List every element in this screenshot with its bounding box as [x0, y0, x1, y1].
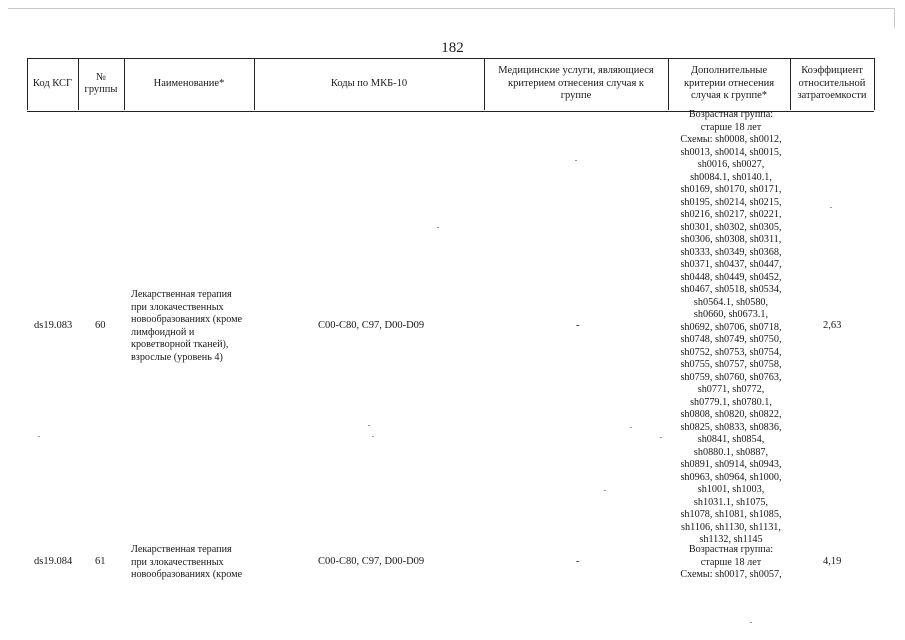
row-1-criteria-line: sh0755, sh0757, sh0758, — [680, 359, 782, 370]
row-1-criteria-line: sh0016, sh0027, — [697, 159, 765, 170]
row-1-services: - — [576, 320, 580, 331]
row-1-name-line: новообразованиях (кроме — [131, 314, 243, 325]
row-2-coefficient: 4,19 — [823, 556, 842, 567]
row-1-criteria-line: sh0771, sh0772, — [697, 384, 765, 395]
row-1-criteria-line: sh0660, sh0673.1, — [693, 309, 769, 320]
row-1-criteria-line: sh0333, sh0349, sh0368, — [680, 246, 782, 258]
row-1-coefficient: 2,63 — [823, 320, 842, 331]
row-1-criteria-line: Схемы: sh0008, sh0012, — [680, 134, 782, 145]
row-1-criteria-line: sh0692, sh0706, sh0718, — [680, 321, 782, 333]
row-1-criteria-line: sh0306, sh0308, sh0311, — [680, 234, 782, 245]
row-1-criteria-line: sh0169, sh0170, sh0171, — [680, 184, 782, 195]
row-1-code: ds19.083 — [34, 320, 73, 331]
row-2-group: 61 — [95, 556, 106, 567]
row-2-name-line: при злокачественных — [131, 556, 224, 568]
row-2-criteria-line: старше 18 лет — [700, 556, 762, 568]
header-services: Медицинские услуги, являющиеся критерием отнесения случая к группе — [498, 65, 654, 102]
row-1-criteria-line: sh0880.1, sh0887, — [693, 446, 769, 458]
header-coefficient: Коэффициент относительной затратоемкости — [797, 65, 867, 102]
row-2-criteria-line: Схемы: sh0017, sh0057, — [680, 569, 782, 580]
page-number: 182 — [441, 40, 464, 56]
scan-speck — [830, 207, 832, 208]
row-1-criteria-line: sh1031.1, sh1075, — [693, 496, 769, 508]
row-1-criteria-line: sh0752, sh0753, sh0754, — [680, 346, 782, 358]
row-2-name — [131, 544, 253, 582]
row-1-criteria-line: sh0963, sh0964, sh1000, — [680, 471, 782, 483]
header-code-ksg: Код КСГ — [32, 77, 73, 89]
scan-speck — [437, 227, 439, 228]
row-2-name-line: новообразованиях (кроме — [131, 569, 243, 580]
header-criteria: Дополнительные критерии отнесения случая к группе* — [683, 65, 775, 102]
row-1-group: 60 — [95, 320, 106, 331]
row-1-criteria-line: sh0084.1, sh0140.1, — [690, 171, 772, 183]
scan-speck — [575, 160, 577, 161]
row-1-name-line: Лекарственная терапия — [131, 289, 232, 300]
header-name: Наименование* — [153, 77, 225, 89]
row-1-criteria-line: sh0808, sh0820, sh0822, — [680, 409, 782, 420]
row-1-icd: C00-C80, C97, D00-D09 — [318, 320, 425, 331]
row-1-criteria-line: старше 18 лет — [700, 121, 762, 133]
scan-speck — [750, 622, 752, 623]
row-1-criteria-line: sh1106, sh1130, sh1131, — [681, 521, 781, 533]
scan-speck — [38, 436, 40, 437]
scan-speck — [604, 490, 606, 491]
row-1-criteria-line: Возрастная группа: — [688, 109, 774, 120]
row-1-criteria-line: sh0195, sh0214, sh0215, — [680, 196, 782, 208]
row-1-criteria-line: sh0748, sh0749, sh0750, — [680, 334, 782, 345]
row-2-code: ds19.084 — [34, 556, 73, 567]
row-2-icd: C00-C80, C97, D00-D09 — [318, 556, 425, 567]
row-1-criteria-line: sh1132, sh1145 — [699, 534, 763, 545]
scan-border-right — [894, 8, 895, 28]
row-2-criteria — [670, 544, 792, 582]
row-1-criteria — [670, 109, 792, 547]
scan-speck — [372, 436, 374, 437]
row-1-name — [131, 289, 253, 364]
row-1-criteria-line: sh0013, sh0014, sh0015, — [680, 146, 782, 158]
row-1-name-line: при злокачественных — [131, 301, 224, 313]
row-1-name-line: лимфоидной и — [131, 326, 195, 338]
divider — [874, 58, 875, 110]
row-1-criteria-line: sh0371, sh0437, sh0447, — [680, 259, 782, 270]
row-1-criteria-line: sh0779.1, sh0780.1, — [690, 396, 772, 408]
row-1-criteria-line: sh0301, sh0302, sh0305, — [680, 221, 782, 233]
row-2-name-line: Лекарственная терапия — [131, 544, 232, 555]
scan-speck — [368, 425, 370, 426]
row-1-criteria-line: sh0467, sh0518, sh0534, — [680, 284, 782, 295]
row-2-services: - — [576, 556, 580, 567]
row-1-criteria-line: sh0216, sh0217, sh0221, — [680, 209, 782, 220]
row-1-name-line: кроветворной тканей), — [131, 339, 229, 350]
scan-speck — [630, 427, 632, 428]
row-1-criteria-line: sh0564.1, sh0580, — [693, 296, 769, 308]
row-1-criteria-line: sh1001, sh1003, — [697, 484, 765, 495]
header-icd-codes: Коды по МКБ-10 — [330, 77, 408, 89]
scan-border-top — [8, 8, 894, 9]
row-1-criteria-line: sh0891, sh0914, sh0943, — [680, 459, 782, 470]
scan-speck — [660, 437, 662, 438]
row-1-name-line: взрослые (уровень 4) — [131, 351, 223, 363]
row-1-criteria-line: sh0759, sh0760, sh0763, — [680, 371, 782, 383]
row-1-criteria-line: sh0825, sh0833, sh0836, — [680, 421, 782, 433]
header-group-number: № группы — [84, 71, 118, 95]
row-2-criteria-line: Возрастная группа: — [688, 544, 774, 555]
row-1-criteria-line: sh0841, sh0854, — [697, 434, 765, 445]
row-1-criteria-line: sh1078, sh1081, sh1085, — [680, 509, 782, 520]
row-1-criteria-line: sh0448, sh0449, sh0452, — [680, 271, 782, 283]
